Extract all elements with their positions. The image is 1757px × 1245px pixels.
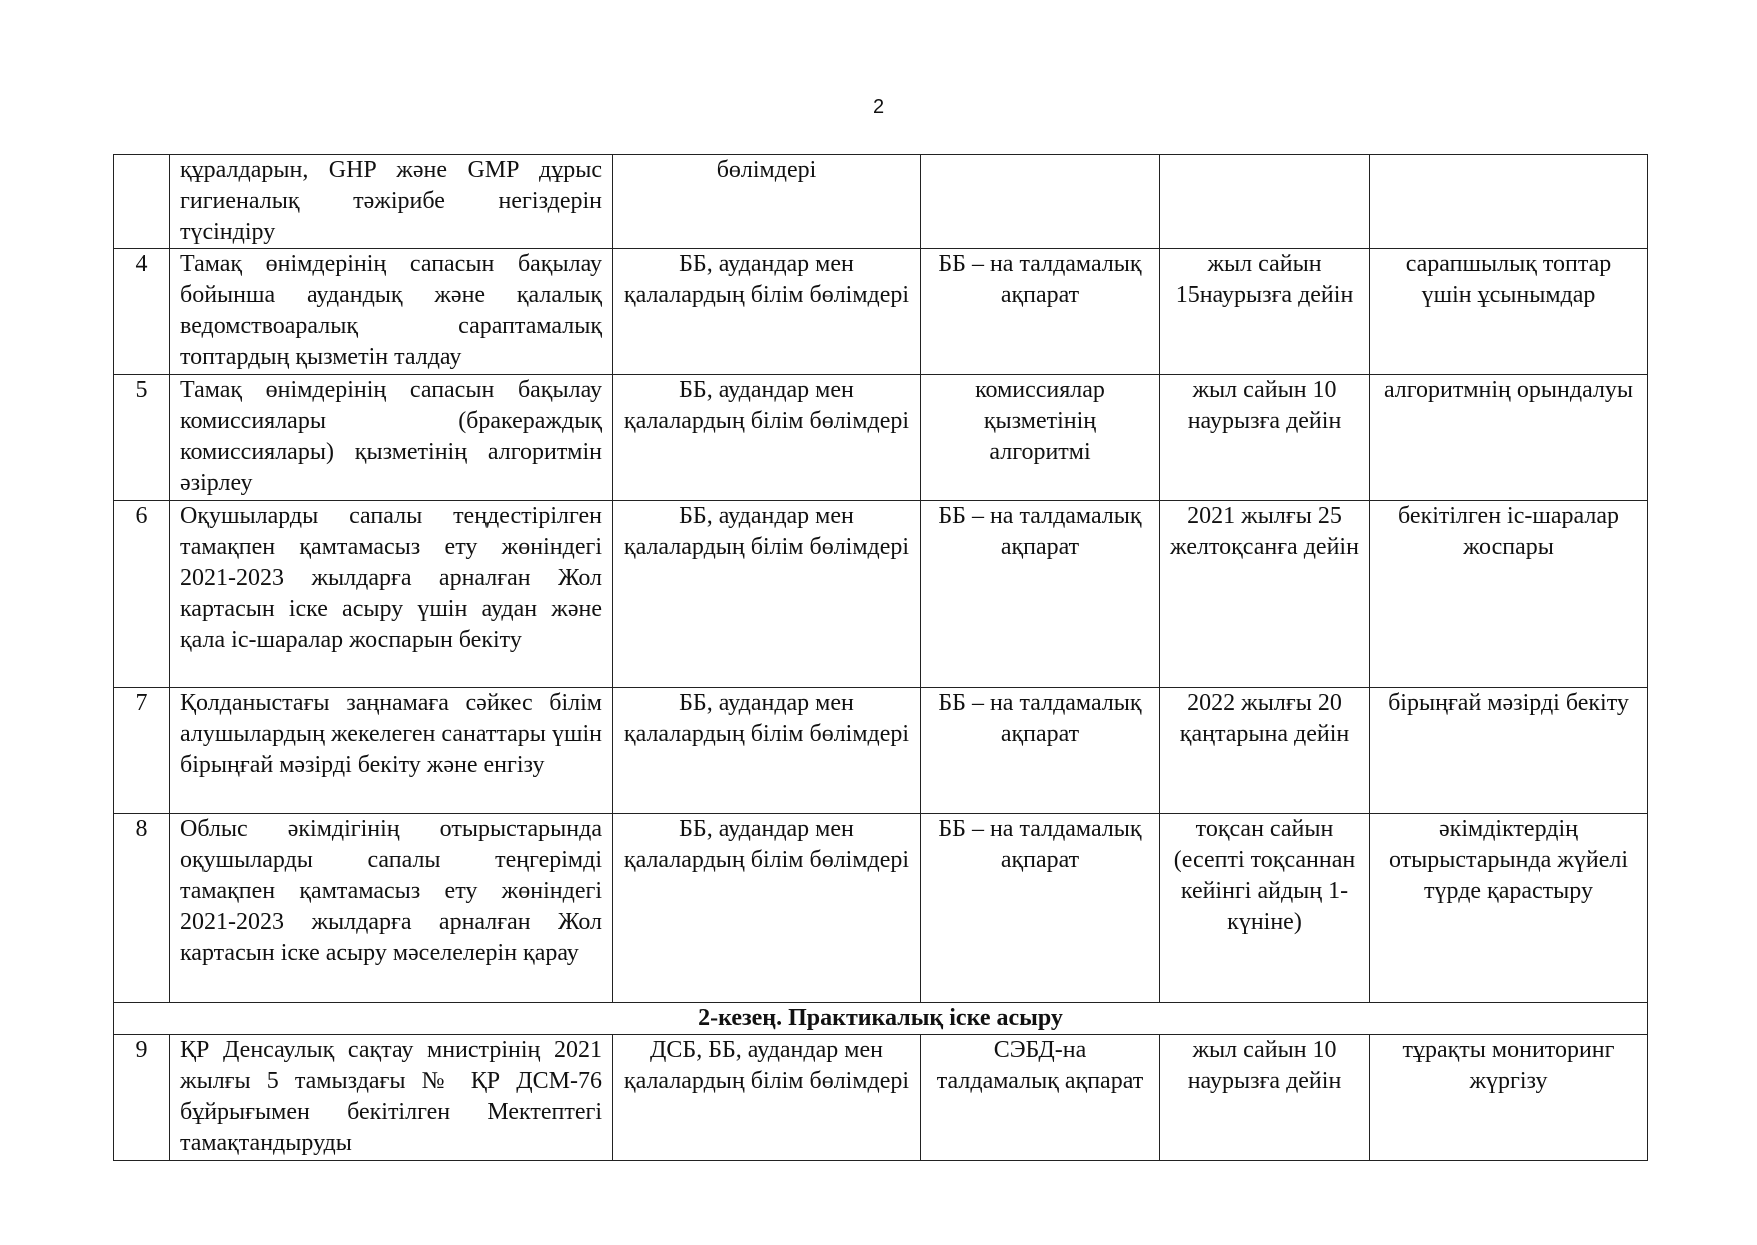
deadline-cell: жыл сайын 15наурызға дейін <box>1160 249 1370 375</box>
deadline-cell <box>1160 155 1370 249</box>
completion-form-cell <box>921 155 1160 249</box>
task-cell: Облыс әкімдігінің отырыстарында оқушыларды сапалы теңгерімді тамақпен қамтамасыз ету жөніндегі 2021-2023 жылдарға арналған Жол картасын іске асыру мәселелерін қарау <box>170 814 613 1003</box>
deadline-cell: тоқсан сайын (есепті тоқсаннан кейінгі айдың 1-күніне) <box>1160 814 1370 1003</box>
expected-result-cell: әкімдіктердің отырыстарында жүйелі түрде қарастыру <box>1370 814 1648 1003</box>
completion-form-cell: ББ – на талдамалық ақпарат <box>921 814 1160 1003</box>
responsible-cell: ДСБ, ББ, аудандар мен қалалардың білім бөлімдері <box>613 1035 921 1161</box>
completion-form-cell: ББ – на талдамалық ақпарат <box>921 501 1160 688</box>
responsible-cell: бөлімдері <box>613 155 921 249</box>
page-number: 2 <box>872 96 885 118</box>
expected-result-cell: бірыңғай мәзірді бекіту <box>1370 688 1648 814</box>
task-cell: Қолданыстағы заңнамаға сәйкес білім алушылардың жекелеген санаттары үшін бірыңғай мәзірді бекіту және енгізу <box>170 688 613 814</box>
task-cell: Оқушыларды сапалы теңдестірілген тамақпен қамтамасыз ету жөніндегі 2021-2023 жылдарға арналған Жол картасын іске асыру үшін аудан және қала іс-шаралар жоспарын бекіту <box>170 501 613 688</box>
row-number: 8 <box>114 814 170 1003</box>
table-row <box>114 249 1648 375</box>
expected-result-cell <box>1370 155 1648 249</box>
table-row <box>114 814 1648 1003</box>
row-number: 7 <box>114 688 170 814</box>
deadline-cell: жыл сайын 10 наурызға дейін <box>1160 1035 1370 1161</box>
expected-result-cell: тұрақты мониторинг жүргізу <box>1370 1035 1648 1161</box>
action-plan-table <box>113 154 1648 1161</box>
stage-title: 2-кезең. Практикалық іске асыру <box>114 1003 1648 1035</box>
expected-result-cell: бекітілген іс-шаралар жоспары <box>1370 501 1648 688</box>
stage-header-row <box>114 1003 1648 1035</box>
task-cell: ҚР Денсаулық сақтау мнистрінің 2021 жылғы 5 тамыздағы № ҚР ДСМ-76 бұйрығымен бекітілген Мектептегі тамақтандыруды <box>170 1035 613 1161</box>
deadline-cell: жыл сайын 10 наурызға дейін <box>1160 375 1370 501</box>
responsible-cell: ББ, аудандар мен қалалардың білім бөлімдері <box>613 501 921 688</box>
completion-form-cell: комиссиялар қызметінің алгоритмі <box>921 375 1160 501</box>
deadline-cell: 2021 жылғы 25 желтоқсанға дейін <box>1160 501 1370 688</box>
responsible-cell: ББ, аудандар мен қалалардың білім бөлімдері <box>613 688 921 814</box>
row-number: 4 <box>114 249 170 375</box>
completion-form-cell: ББ – на талдамалық ақпарат <box>921 249 1160 375</box>
task-cell: құралдарын, GHP және GMP дұрыс гигиеналық тәжірибе негіздерін түсіндіру <box>170 155 613 249</box>
task-cell: Тамақ өнімдерінің сапасын бақылау бойынша аудандық және қалалық ведомствоаралық сараптамалық топтардың қызметін талдау <box>170 249 613 375</box>
table-row <box>114 1035 1648 1161</box>
expected-result-cell: сарапшылық топтар үшін ұсынымдар <box>1370 249 1648 375</box>
table-row <box>114 688 1648 814</box>
table-row <box>114 501 1648 688</box>
completion-form-cell: СЭБД-на талдамалық ақпарат <box>921 1035 1160 1161</box>
row-number: 5 <box>114 375 170 501</box>
deadline-cell: 2022 жылғы 20 қаңтарына дейін <box>1160 688 1370 814</box>
task-cell: Тамақ өнімдерінің сапасын бақылау комиссиялары (бракераждық комиссиялары) қызметінің алгоритмін әзірлеу <box>170 375 613 501</box>
row-number <box>114 155 170 249</box>
table-row <box>114 375 1648 501</box>
responsible-cell: ББ, аудандар мен қалалардың білім бөлімдері <box>613 814 921 1003</box>
responsible-cell: ББ, аудандар мен қалалардың білім бөлімдері <box>613 249 921 375</box>
row-number: 6 <box>114 501 170 688</box>
row-number: 9 <box>114 1035 170 1161</box>
completion-form-cell: ББ – на талдамалық ақпарат <box>921 688 1160 814</box>
responsible-cell: ББ, аудандар мен қалалардың білім бөлімдері <box>613 375 921 501</box>
table-row <box>114 155 1648 249</box>
expected-result-cell: алгоритмнің орындалуы <box>1370 375 1648 501</box>
